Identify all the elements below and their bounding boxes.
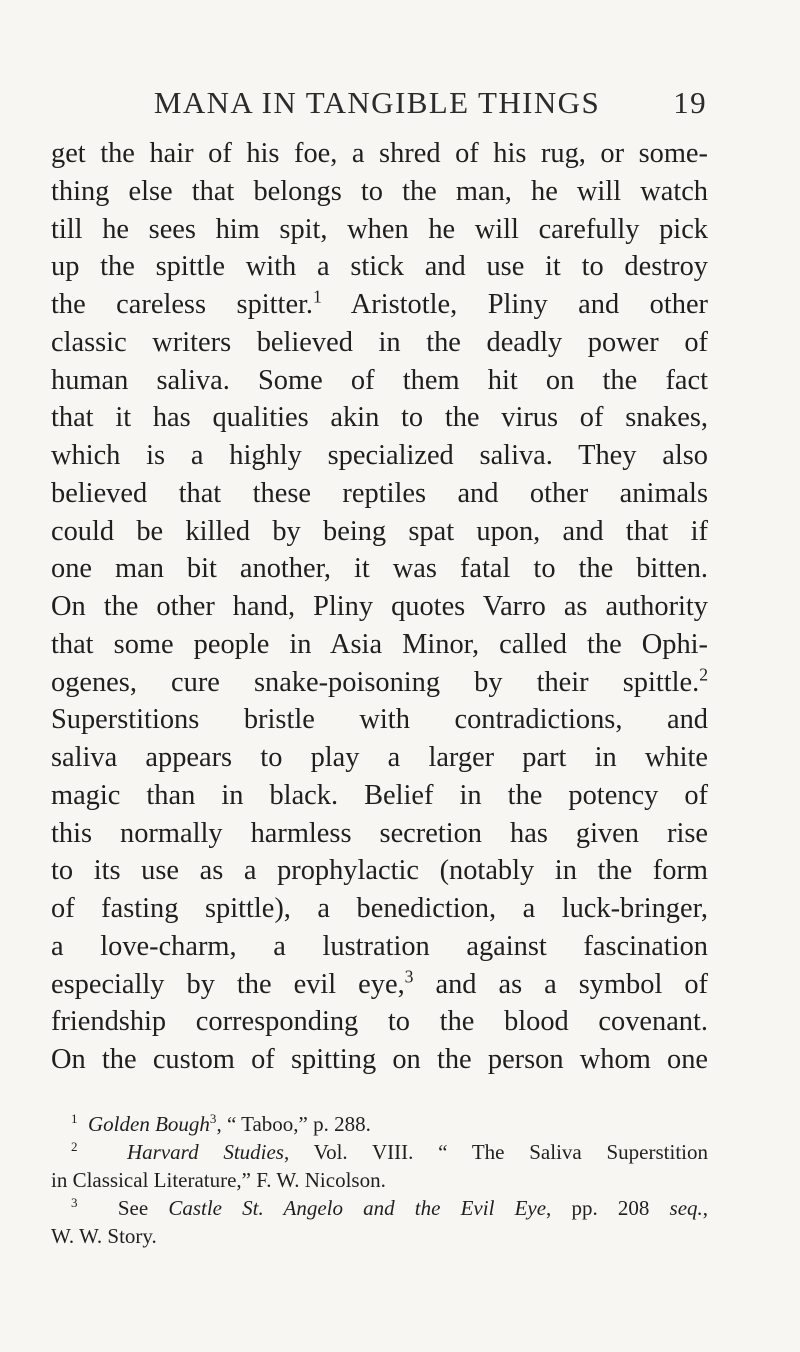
text-segment: the careless spitter. [51,289,314,320]
footnote-seq: seq. [669,1196,703,1220]
footnote-text: See [117,1196,169,1220]
text-segment: and as a symbol of [413,968,708,1000]
text-segment: Aristotle, Pliny and other [321,289,708,320]
text-segment: ogenes, cure snake-poisoning by their spittle. [51,666,700,698]
text-line: saliva appears to play a larger part in white [51,742,708,773]
footnote-ref: 1 [313,286,322,307]
footnote-text: , [702,1196,709,1220]
text-line: till he sees him spit, when he will carefully pick [51,213,708,245]
text-line: one man bit another, it was fatal to the bitten. [51,553,708,585]
text-line: could be killed by being spat upon, and that if [51,515,708,547]
edition-mark: 3 [209,1111,217,1126]
footnotes [51,1110,708,1250]
text-line: of fasting spittle), a benediction, a luck-bringer, [51,893,708,924]
footnote-2-continued: in Classical Literature,” F. W. Nicolson. [51,1168,386,1192]
footnote-text: , pp. 208 [546,1196,670,1220]
running-title: MANA IN TANGIBLE THINGS [153,85,601,120]
text-line [51,286,708,324]
text-line: human saliva. Some of them hit on the fact [51,364,708,396]
footnote-text: , “ Taboo,” p. 288. [216,1112,371,1136]
footnote-3-continued: W. W. Story. [51,1224,157,1248]
text-line: a love-charm, a lustration against fascination [51,930,708,962]
footnote-mark: 2 [71,1139,78,1154]
footnote-title: Castle St. Angelo and the Evil Eye [168,1196,547,1220]
text-line: which is a highly specialized saliva. They also [51,440,708,471]
footnote-mark: 3 [71,1195,78,1210]
footnote-text: , Vol. VIII. “ The Saliva Superstition [283,1140,708,1164]
footnote-mark: 1 [71,1111,78,1126]
footnote-2 [51,1138,708,1166]
text-line: up the spittle with a stick and use it to destroy [51,251,708,283]
text-line: believed that these reptiles and other animals [51,477,708,509]
text-line [51,966,708,1004]
text-line: magic than in black. Belief in the potency of [51,779,708,811]
page-number: 19 [673,85,707,120]
text-line: friendship corresponding to the blood covenant. [51,1006,708,1038]
body-text [51,135,708,1079]
footnote-ref: 3 [404,966,414,987]
footnote-1 [51,1110,708,1138]
text-segment: especially by the evil eye, [51,968,405,1000]
text-line: classic writers believed in the deadly power of [51,326,708,358]
text-line: On the custom of spitting on the person whom one [51,1044,708,1075]
footnote-ref: 2 [699,664,708,685]
text-line: that some people in Asia Minor, called the Ophi- [51,628,708,660]
text-line: get the hair of his foe, a shred of his rug, or some- [51,138,708,169]
text-line: that it has qualities akin to the virus of snakes, [51,402,708,434]
footnote-3 [51,1194,708,1222]
text-line: this normally harmless secretion has given rise [51,817,708,849]
text-line: Superstitions bristle with contradictions, and [51,704,708,736]
running-head [52,83,707,123]
text-line: On the other hand, Pliny quotes Varro as authority [51,591,708,622]
text-line [51,664,708,702]
text-line: thing else that belongs to the man, he will watch [51,175,708,207]
text-line: to its use as a prophylactic (notably in the form [51,855,708,887]
footnote-title: Harvard Studies [127,1140,284,1164]
footnote-title: Golden Bough [88,1112,210,1136]
